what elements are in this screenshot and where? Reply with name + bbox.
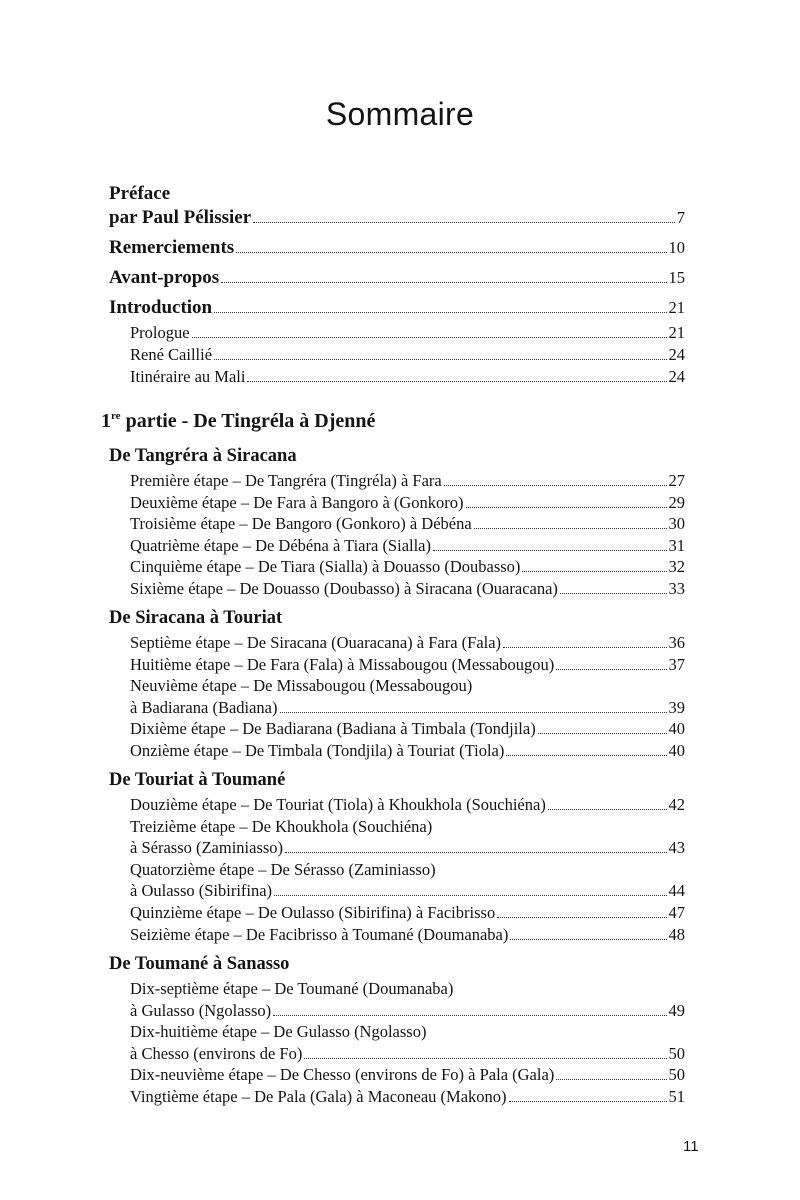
toc-entry-text: à Chesso (environs de Fo)	[130, 1043, 303, 1063]
leader-dots	[556, 1079, 666, 1080]
toc-page-number: 40	[668, 741, 685, 760]
toc-page-number: 30	[668, 514, 685, 534]
toc-introduction	[109, 297, 685, 319]
leader-dots	[474, 528, 667, 529]
toc-prologue	[130, 323, 685, 343]
toc-entry	[130, 471, 685, 491]
toc-entry-text: Prologue	[130, 323, 190, 342]
toc-preface-text: Préface	[109, 183, 171, 204]
toc-page-number: 29	[668, 492, 685, 512]
toc-entry-text: Seizième étape – De Facibrisso à Toumané (Doumanaba)	[130, 924, 509, 944]
toc-entry-text: Septième étape – De Siracana (Ouaracana) à Fara (Fala)	[130, 633, 502, 652]
toc-entry	[130, 579, 685, 599]
toc-entry-text: Quatorzième étape – De Sérasso (Zaminiasso)	[130, 859, 436, 879]
toc-entry-text: Quinzième étape – De Oulasso (Sibirifina) à Facibrisso	[130, 903, 496, 922]
toc-entry	[130, 838, 685, 858]
part-title: partie - De Tingréla à Djenné	[120, 410, 376, 432]
toc-page-number: 31	[668, 535, 685, 555]
leader-dots	[221, 282, 666, 283]
toc-page-number: 24	[668, 345, 685, 364]
toc-entry-text: Onzième étape – De Timbala (Tondjila) à Touriat (Tiola)	[130, 741, 505, 760]
leader-dots	[433, 550, 666, 551]
toc-page-number: 50	[668, 1065, 685, 1085]
page-title: Sommaire	[325, 96, 475, 132]
toc-entry	[130, 536, 685, 556]
toc-entry-text: à Oulasso (Sibirifina)	[130, 881, 273, 901]
toc-entry	[130, 1044, 685, 1064]
leader-dots	[253, 222, 675, 223]
leader-dots	[503, 647, 666, 648]
toc-preface-entry	[109, 207, 685, 229]
leader-dots	[285, 852, 666, 853]
part-number: 1	[101, 410, 111, 432]
leader-dots	[522, 571, 666, 572]
toc-entry-text: Troisième étape – De Bangoro (Gonkoro) à Débéna	[130, 514, 472, 534]
toc-entry	[130, 1001, 685, 1021]
toc-entry-text: Sixième étape – De Douasso (Doubasso) à Siracana (Ouaracana)	[130, 579, 558, 598]
toc-page-number: 39	[668, 697, 685, 717]
section-heading: De Tangréra à Siracana	[109, 446, 297, 466]
leader-dots	[192, 337, 667, 338]
toc-page-number: 51	[668, 1087, 685, 1106]
toc-entry-text: Avant-propos	[109, 267, 220, 288]
leader-dots	[560, 593, 667, 594]
toc-entry-text: Douzième étape – De Touriat (Tiola) à Khoukhola (Souchiéna)	[130, 795, 546, 814]
toc-entry-text: Dix-huitième étape – De Gulasso (Ngolasso)	[130, 1022, 427, 1042]
toc-entry	[130, 903, 685, 923]
section-heading: De Siracana à Touriat	[109, 608, 283, 628]
toc-entry	[130, 633, 685, 653]
toc-entry-text: Vingtième étape – De Pala (Gala) à Maconeau (Makono)	[130, 1087, 507, 1106]
leader-dots	[556, 669, 666, 670]
toc-entry-text: Deuxième étape – De Fara à Bangoro à (Gonkoro)	[130, 492, 464, 512]
toc-entry	[130, 795, 685, 815]
leader-dots	[236, 252, 666, 253]
leader-dots	[444, 485, 667, 486]
toc-page-number: 27	[668, 471, 685, 490]
leader-dots	[274, 895, 666, 896]
toc-entry	[130, 655, 685, 675]
toc-rene-caillie	[130, 345, 685, 365]
toc-page-number: 24	[668, 367, 685, 386]
toc-entry-text: à Sérasso (Zaminiasso)	[130, 838, 284, 858]
toc-page-number: 43	[668, 838, 685, 858]
toc-entry-text: Treizième étape – De Khoukhola (Souchiéna)	[130, 816, 433, 836]
toc-preface-author: par Paul Pélissier	[109, 207, 252, 228]
leader-dots	[548, 809, 667, 810]
toc-entry-text: à Gulasso (Ngolasso)	[130, 1000, 272, 1020]
leader-dots	[214, 312, 666, 313]
toc-page-number: 21	[668, 298, 685, 317]
toc-remerciements	[109, 237, 685, 259]
toc-entry	[130, 1087, 685, 1107]
toc-page-number: 48	[668, 924, 685, 944]
leader-dots	[247, 381, 666, 382]
toc-entry-text: à Badiarana (Badiana)	[130, 697, 278, 717]
toc-page-number: 10	[668, 238, 685, 257]
toc-page-number: 36	[668, 633, 685, 652]
toc-entry	[130, 719, 685, 739]
toc-entry-text: Neuvième étape – De Missabougou (Messabougou)	[130, 676, 473, 696]
toc-page-number: 7	[676, 208, 685, 227]
part-number-suffix: re	[111, 410, 121, 422]
toc-page-number: 40	[668, 719, 685, 739]
toc-avant-propos	[109, 267, 685, 289]
toc-page-number: 44	[668, 881, 685, 901]
toc-entry-text: Dix-septième étape – De Toumané (Doumanaba)	[130, 979, 454, 998]
section-heading: De Touriat à Toumané	[109, 770, 286, 790]
toc-page-number: 49	[668, 1000, 685, 1020]
leader-dots	[280, 712, 667, 713]
toc-page-number: 50	[668, 1043, 685, 1063]
leader-dots	[214, 359, 666, 360]
toc-entry	[130, 698, 685, 718]
section-heading: De Toumané à Sanasso	[109, 954, 290, 974]
toc-entry	[130, 925, 685, 945]
toc-entry	[130, 881, 685, 901]
toc-page-number: 47	[668, 903, 685, 922]
toc-entry-text: Première étape – De Tangréra (Tingréla) à Fara	[130, 471, 442, 490]
leader-dots	[509, 1101, 667, 1102]
toc-page-number: 33	[668, 579, 685, 598]
toc-entry	[130, 514, 685, 534]
toc-entry	[130, 741, 685, 761]
toc-entry	[130, 1065, 685, 1085]
toc-entry-text: Itinéraire au Mali	[130, 367, 246, 386]
leader-dots	[510, 939, 666, 940]
leader-dots	[304, 1058, 666, 1059]
toc-page-number: 32	[668, 557, 685, 577]
toc-itineraire	[130, 367, 685, 387]
toc-page-number: 37	[668, 654, 685, 674]
leader-dots	[497, 917, 666, 918]
toc-preface-heading	[109, 183, 685, 205]
leader-dots	[506, 755, 666, 756]
part-heading	[101, 410, 375, 433]
toc-entry-text: Introduction	[109, 297, 213, 318]
toc-entry-text: Dixième étape – De Badiarana (Badiana à Timbala (Tondjila)	[130, 719, 536, 739]
toc-entry	[130, 493, 685, 513]
leader-dots	[466, 507, 667, 508]
leader-dots	[538, 733, 667, 734]
toc-page-number: 42	[668, 795, 685, 814]
toc-entry-text: Huitième étape – De Fara (Fala) à Missabougou (Messabougou)	[130, 654, 555, 674]
toc-entry-text: Quatrième étape – De Débéna à Tiara (Sialla)	[130, 535, 432, 555]
toc-entry-text: Remerciements	[109, 237, 235, 258]
toc-page-number: 21	[668, 323, 685, 342]
toc-page-number: 15	[668, 268, 685, 287]
leader-dots	[273, 1015, 666, 1016]
toc-entry-text: Cinquième étape – De Tiara (Sialla) à Douasso (Doubasso)	[130, 557, 521, 577]
toc-entry	[130, 557, 685, 577]
page-number: 11	[683, 1138, 699, 1155]
toc-entry-text: René Caillié	[130, 345, 213, 364]
toc-entry-text: Dix-neuvième étape – De Chesso (environs de Fo) à Pala (Gala)	[130, 1065, 555, 1085]
